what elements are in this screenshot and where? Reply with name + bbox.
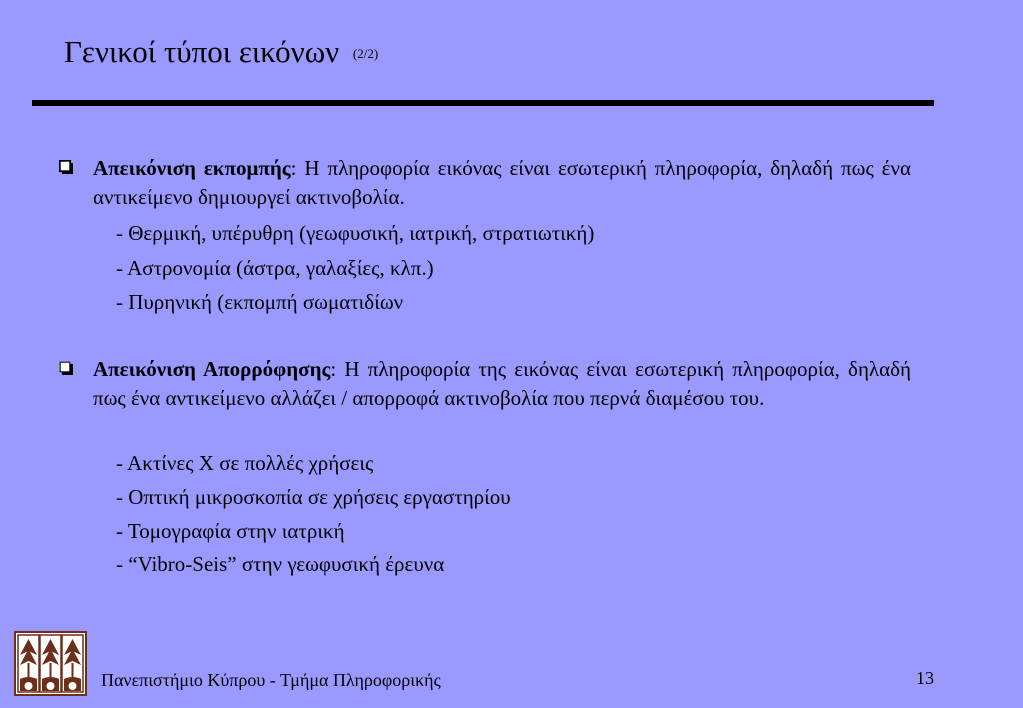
- sub-item: - Θερμική, υπέρυθρη (γεωφυσική, ιατρική, στρατιωτική): [116, 221, 595, 245]
- bullet-term: Απεικόνιση εκπομπής: [93, 156, 291, 180]
- bullet-text: [93, 355, 911, 413]
- sub-item: - Αστρονομία (άστρα, γαλαξίες, κλπ.): [116, 256, 434, 280]
- bullet-text: [93, 154, 911, 212]
- title-divider: [32, 100, 934, 106]
- university-logo-icon: [14, 631, 87, 696]
- bullet-description: Η πληροφορία εικόνας είναι εσωτερική πληροφορία, δηλαδή πως ένα αντικείμενο δημιουργεί ακτινοβολία.: [93, 156, 911, 209]
- sub-item: - “Vibro-Seis” στην γεωφυσική έρευνα: [116, 552, 445, 576]
- slide-title-text: Γενικοί τύποι εικόνων: [64, 34, 340, 69]
- bullet-colon: :: [330, 357, 337, 381]
- bullet-colon: :: [290, 156, 297, 180]
- bullet-description: Η πληροφορία της εικόνας είναι εσωτερική πληροφορία, δηλαδή πως ένα αντικείμενο αλλάζει / απορροφά ακτινοβολία που περνά διαμέσου του.: [93, 357, 911, 410]
- logo-graphic: [16, 633, 85, 694]
- sub-item: - Τομογραφία στην ιατρική: [116, 519, 345, 543]
- checkbox-bullet-icon: [59, 361, 73, 375]
- bullet-emission-imaging: [59, 154, 911, 212]
- slide-title-suffix: (2/2): [352, 46, 379, 61]
- bullet-absorption-imaging: [59, 355, 911, 413]
- sub-item: - Πυρηνική (εκπομπή σωματιδίων: [116, 290, 404, 314]
- footer-text: Πανεπιστήμιο Κύπρου - Τμήμα Πληροφορικής: [101, 670, 441, 690]
- sub-item: - Οπτική μικροσκοπία σε χρήσεις εργαστηρίου: [116, 485, 511, 509]
- slide-title: [64, 32, 378, 74]
- sub-item: - Ακτίνες Χ σε πολλές χρήσεις: [116, 451, 374, 475]
- bullet-term: Απεικόνιση Απορρόφησης: [93, 357, 331, 381]
- checkbox-bullet-icon: [59, 160, 73, 174]
- page-number: 13: [916, 668, 934, 688]
